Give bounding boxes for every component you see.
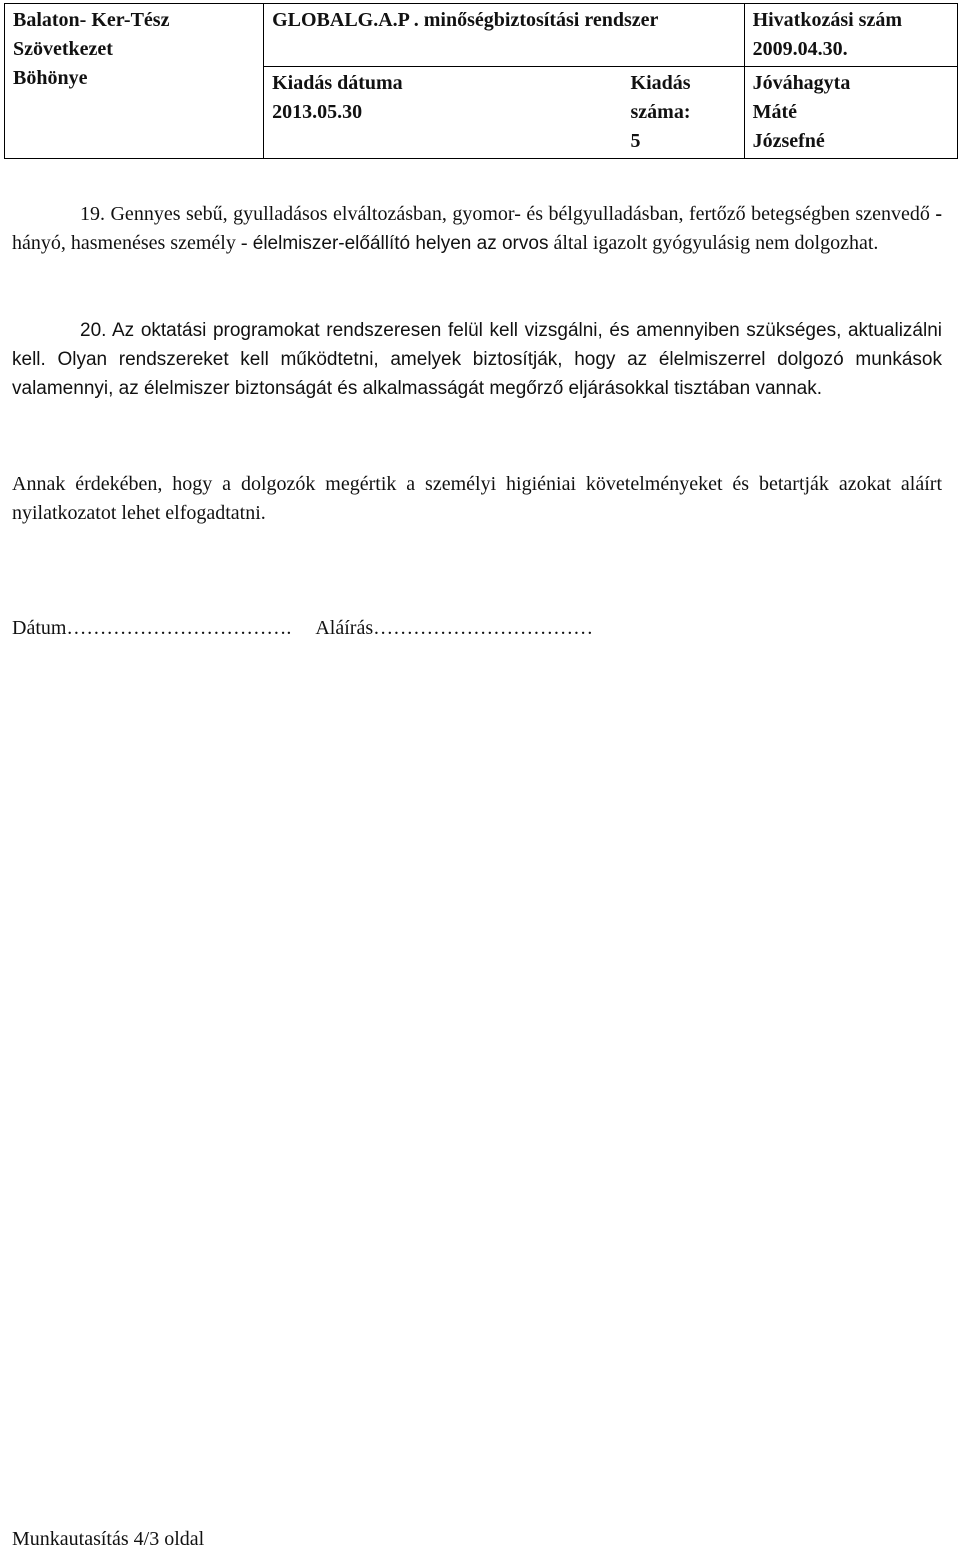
approved-line: Máté <box>752 101 797 123</box>
issue-date-label: Kiadás dátuma <box>272 72 403 94</box>
page-footer: Munkautasítás 4/3 oldal <box>12 1528 205 1550</box>
system-title-cell <box>264 4 744 67</box>
p19-dash: - <box>929 203 942 225</box>
issue-number-cell <box>623 67 745 159</box>
approved-line: Jóváhagyta <box>752 72 851 94</box>
approved-line: Józsefné <box>752 130 825 152</box>
paragraph-annak: Annak érdekében, hogy a dolgozók megértik a személyi higiéniai követelményeket és betartják azokat aláírt nyilatkozatot lehet elfogadtatni. <box>12 473 942 524</box>
issue-number-line: száma: <box>630 101 691 123</box>
document-header <box>4 3 958 159</box>
paragraph-19 <box>12 200 942 258</box>
p19-text-sans: élelmiszer-előállító helyen az orvos <box>247 233 549 254</box>
signature-line <box>12 614 593 643</box>
issue-number-line: Kiadás <box>630 72 691 94</box>
signature-label: Aláírás…………………………… <box>315 617 594 639</box>
issue-date-cell <box>264 67 623 159</box>
p19-text-c: által igazolt gyógyulásig nem dolgozhat. <box>548 232 879 254</box>
p19-text-b: hányó, hasmenéses személy - <box>12 232 248 254</box>
p19-text-a: 19. Gennyes sebű, gyulladásos elváltozásban, gyomor- és bélgyulladásban, fertőző betegségben szenvedő <box>80 203 930 225</box>
system-title: GLOBALG.A.P . minőségbiztosítási rendszer <box>272 9 659 31</box>
issue-number-line: 5 <box>630 130 641 152</box>
reference-value: 2009.04.30. <box>752 38 848 60</box>
reference-cell <box>744 4 957 67</box>
org-line: Balaton- Ker-Tész <box>13 9 170 31</box>
date-label: Dátum……………………………. <box>12 617 292 639</box>
paragraph-20: 20. Az oktatási programokat rendszeresen felül kell vizsgálni, és amennyiben szükséges, aktualizálni kell. Olyan rendszereket kell működtetni, amelyek biztosítják, hogy az élelmiszerrel dolgozó munkások valamennyi, az élelmiszer biztonságát és alkalmasságát megőrző eljárásokkal tisztában vannak. <box>12 320 942 399</box>
org-line: Böhönye <box>13 67 88 89</box>
approved-by-cell <box>744 67 957 159</box>
organization-cell <box>5 4 264 159</box>
reference-label: Hivatkozási szám <box>752 9 902 31</box>
org-line: Szövetkezet <box>13 38 113 60</box>
issue-date-value: 2013.05.30 <box>272 101 363 123</box>
